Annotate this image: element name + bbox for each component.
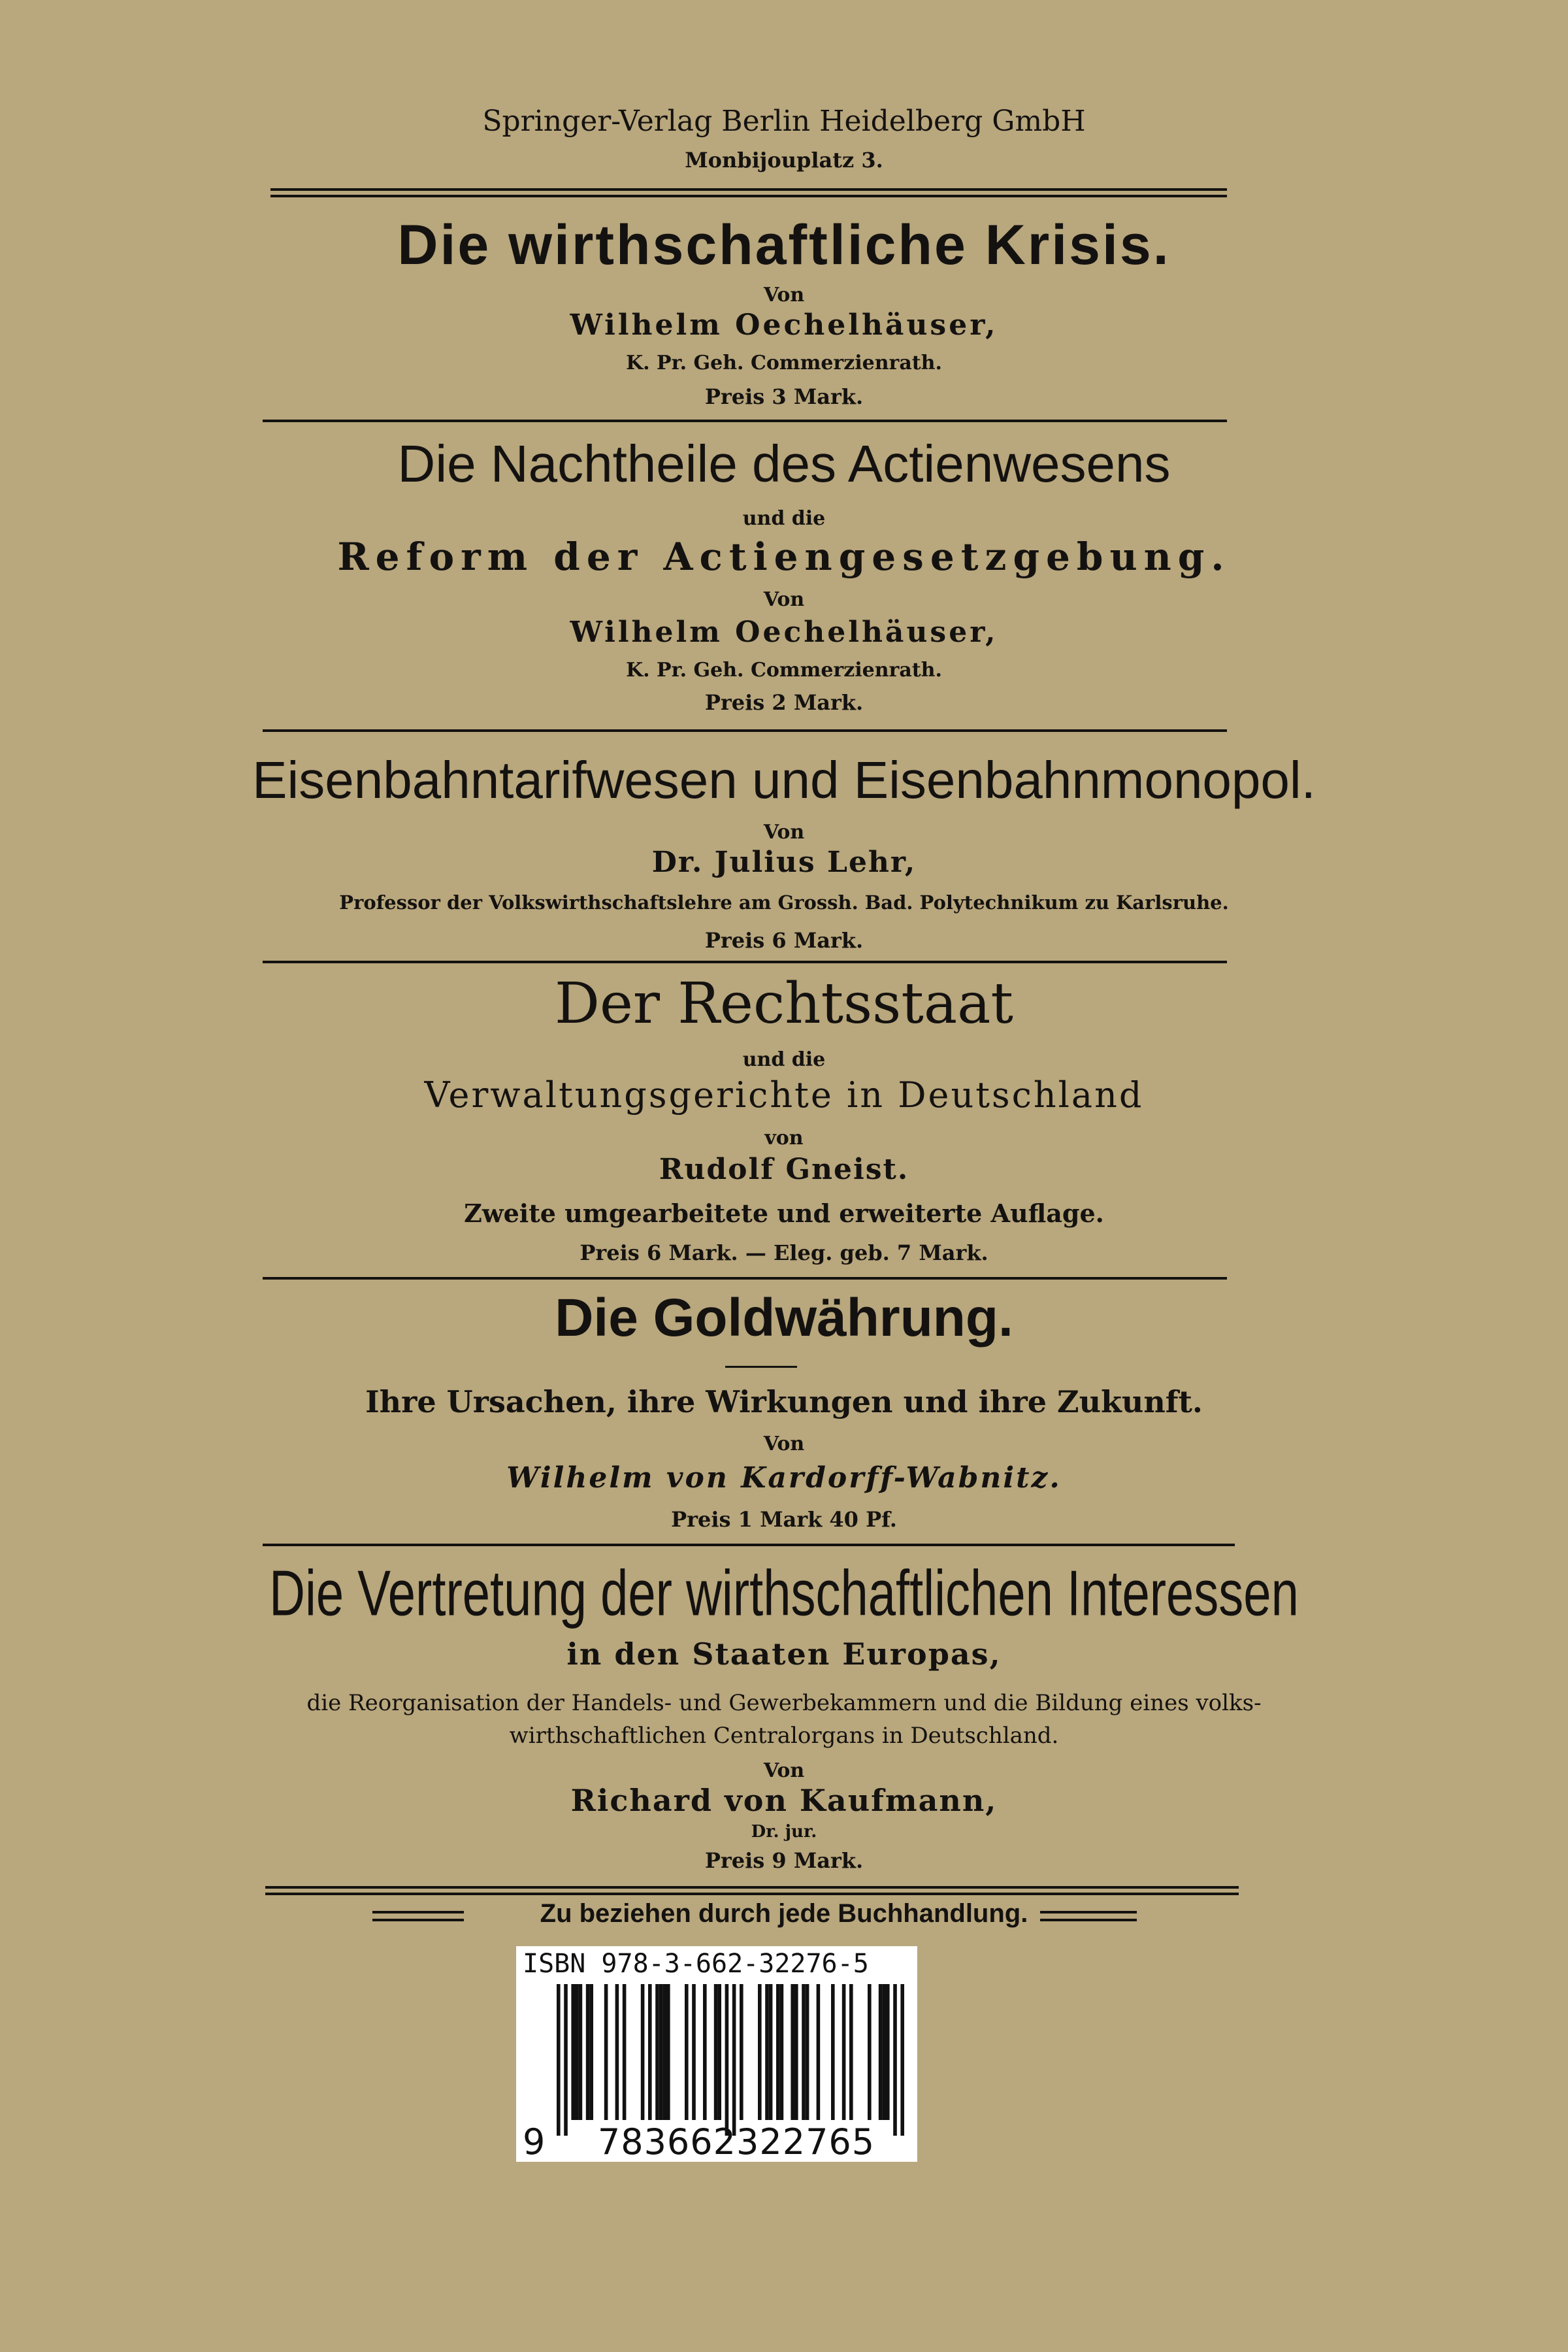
footer-double-rule	[265, 1886, 1239, 1895]
book-2-von: Von	[763, 588, 805, 611]
separator-rule	[263, 961, 1227, 963]
barcode-bar	[703, 1984, 707, 2120]
barcode-bar	[879, 1984, 883, 2120]
book-3-author: Dr. Julius Lehr,	[651, 846, 917, 879]
barcode-bar	[564, 1984, 568, 2136]
barcode-bar	[765, 1984, 769, 2120]
short-divider	[725, 1366, 797, 1368]
book-1-title: Die wirthschaftliche Krisis.	[397, 214, 1171, 276]
barcode-bar	[842, 1984, 846, 2120]
barcode-digits: 783662322765	[597, 2121, 875, 2162]
separator-rule	[263, 1277, 1227, 1280]
book-1-von: Von	[763, 284, 805, 306]
publisher-name: Springer-Verlag Berlin Heidelberg GmbH	[482, 105, 1086, 138]
book-6-description-1: die Reorganisation der Handels- und Gewerbekammern und die Bildung eines volks-	[306, 1690, 1262, 1716]
book-2-author-note: K. Pr. Geh. Commerzienrath.	[626, 659, 942, 682]
barcode-bar	[900, 1984, 904, 2136]
header-double-rule	[270, 188, 1227, 197]
book-5-von: Von	[763, 1433, 805, 1455]
barcode-bar	[868, 1984, 872, 2120]
barcode-bar	[769, 1984, 773, 2120]
barcode-bar	[557, 1984, 561, 2136]
barcode-bar	[886, 1984, 890, 2120]
barcode-bar	[817, 1984, 821, 2120]
book-6-author-note: Dr. jur.	[751, 1822, 817, 1842]
barcode-bar	[685, 1984, 689, 2120]
book-2-title: Die Nachtheile des Actienwesens	[397, 435, 1171, 493]
footer-note: Zu beziehen durch jede Buchhandlung.	[540, 1899, 1028, 1928]
barcode-bar	[717, 1984, 721, 2120]
book-6-price: Preis 9 Mark.	[704, 1848, 864, 1873]
book-6-subtitle: in den Staaten Europas,	[566, 1636, 1002, 1672]
barcode-bar	[623, 1984, 627, 2120]
barcode-bar	[575, 1984, 579, 2120]
barcode-bar	[641, 1984, 645, 2120]
separator-rule	[263, 1544, 1235, 1546]
barcode-bar	[586, 1984, 590, 2120]
barcode-bar	[692, 1984, 696, 2120]
barcode-bar	[794, 1984, 798, 2120]
book-4-title: Der Rechtsstaat	[555, 971, 1013, 1036]
isbn-label: ISBN 978-3-662-32276-5	[523, 1949, 869, 1979]
barcode-bar	[655, 1984, 659, 2120]
book-1-author: Wilhelm Oechelhäuser,	[570, 308, 998, 342]
barcode-bar	[802, 1984, 806, 2120]
book-4-connector: und die	[742, 1048, 826, 1071]
barcode-bar	[725, 1984, 729, 2136]
book-4-price: Preis 6 Mark. — Eleg. geb. 7 Mark.	[580, 1240, 988, 1265]
separator-rule	[263, 420, 1227, 422]
book-6-title: Die Vertretung der wirthschaftlichen Interessen	[269, 1557, 1299, 1630]
book-3-price: Preis 6 Mark.	[704, 928, 864, 953]
separator-rule	[263, 729, 1227, 732]
barcode-bar	[893, 1984, 897, 2136]
isbn-barcode	[516, 1946, 917, 2162]
book-3-title: Eisenbahntarifwesen und Eisenbahnmonopol.	[252, 751, 1316, 809]
book-5-subtitle: Ihre Ursachen, ihre Wirkungen und ihre Zukunft.	[365, 1384, 1203, 1419]
book-3-author-note: Professor der Volkswirthschaftslehre am Grossh. Bad. Polytechnikum zu Karlsruhe.	[339, 891, 1229, 914]
book-4-von: von	[764, 1127, 804, 1150]
book-3-von: Von	[763, 821, 805, 844]
barcode-bar	[791, 1984, 794, 2120]
barcode-bar	[659, 1984, 663, 2120]
book-2-author: Wilhelm Oechelhäuser,	[570, 616, 998, 649]
book-2-connector: und die	[742, 507, 826, 530]
barcode-bar	[740, 1984, 743, 2120]
barcode-bar	[662, 1984, 666, 2120]
barcode-bar	[780, 1984, 784, 2120]
barcode-bar	[714, 1984, 718, 2120]
barcode-bar	[732, 1984, 736, 2136]
book-5-author: Wilhelm von Kardorff-Wabnitz.	[506, 1461, 1062, 1495]
barcode-bar	[849, 1984, 853, 2120]
book-1-price: Preis 3 Mark.	[704, 384, 864, 409]
book-4-edition: Zweite umgearbeitete und erweiterte Auflage.	[464, 1199, 1104, 1228]
barcode-bar	[615, 1984, 619, 2120]
barcode-bar	[806, 1984, 809, 2120]
publisher-address: Monbijouplatz 3.	[685, 148, 883, 173]
book-2-subtitle: Reform der Actiengesetzgebung.	[337, 535, 1231, 579]
barcode-bar	[604, 1984, 608, 2120]
book-5-price: Preis 1 Mark 40 Pf.	[671, 1507, 897, 1532]
barcode-bar	[758, 1984, 762, 2120]
barcode-bar	[882, 1984, 886, 2120]
book-6-description-2: wirthschaftlichen Centralorgans in Deutschland.	[509, 1723, 1059, 1749]
book-4-subtitle: Verwaltungsgerichte in Deutschland	[424, 1074, 1144, 1116]
barcode-bar	[666, 1984, 670, 2120]
book-2-price: Preis 2 Mark.	[704, 690, 864, 715]
barcode-first-digit: 9	[523, 2121, 546, 2162]
barcode-bar	[831, 1984, 835, 2120]
barcode-bar	[589, 1984, 593, 2120]
book-4-author: Rudolf Gneist.	[659, 1153, 909, 1186]
book-6-author: Richard von Kaufmann,	[570, 1783, 998, 1818]
barcode-bar	[571, 1984, 575, 2120]
book-5-title: Die Goldwährung.	[555, 1288, 1013, 1348]
barcode-bar	[776, 1984, 780, 2120]
barcode-bar	[579, 1984, 583, 2120]
book-6-von: Von	[763, 1759, 805, 1782]
barcode-bar	[648, 1984, 652, 2120]
book-1-author-note: K. Pr. Geh. Commerzienrath.	[626, 352, 942, 374]
